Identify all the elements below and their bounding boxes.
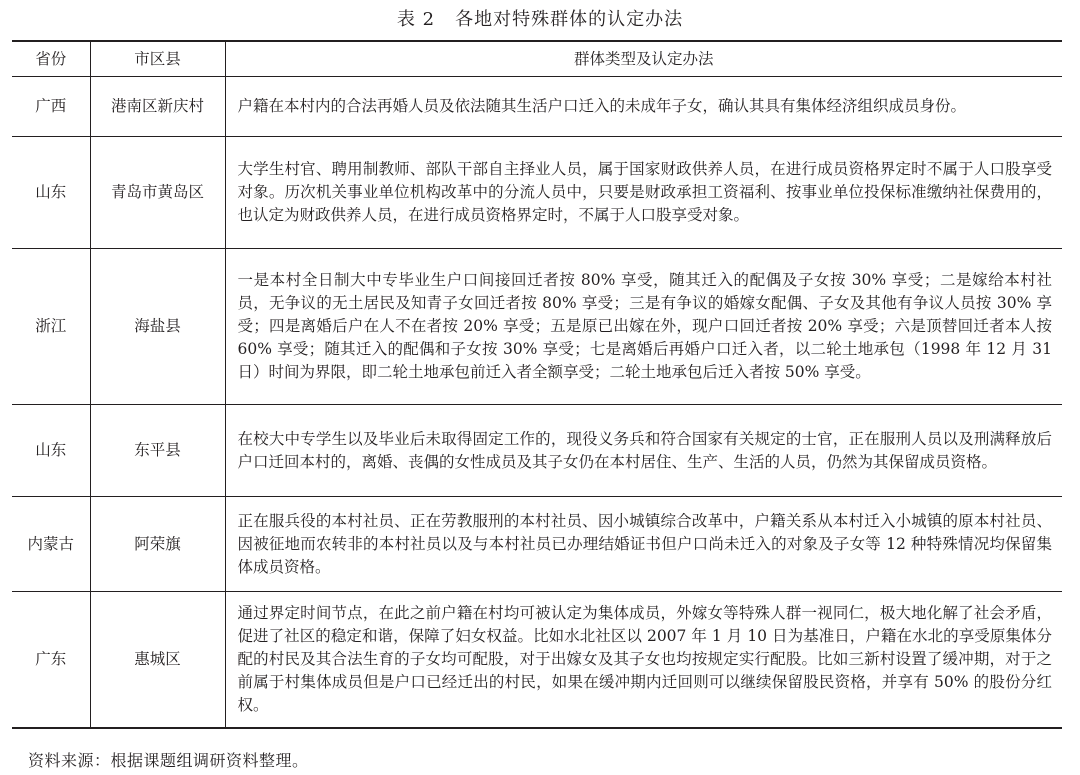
cell-city: 青岛市黄岛区	[90, 137, 225, 249]
cell-city: 港南区新庆村	[90, 77, 225, 137]
cell-province: 山东	[12, 137, 90, 249]
cell-method: 正在服兵役的本村社员、正在劳教服刑的本村社员、因小城镇综合改革中，户籍关系从本村迁入小城镇的原本村社员、因被征地而农转非的本村社员以及与本村社员已办理结婚证书但户口尚未迁入的对象及子女等 12 种特殊情况均保留集体成员资格。	[225, 497, 1062, 592]
table-row	[12, 137, 1062, 249]
table-number: 表 2	[396, 9, 436, 30]
cell-method: 大学生村官、聘用制教师、部队干部自主择业人员，属于国家财政供养人员，在进行成员资格界定时不属于人口股享受对象。历次机关事业单位机构改革中的分流人员中，只要是财政承担工资福利、按事业单位投保标准缴纳社保费用的，也认定为财政供养人员，在进行成员资格界定时，不属于人口股享受对象。	[225, 137, 1062, 249]
cell-method: 户籍在本村内的合法再婚人员及依法随其生活户口迁入的未成年子女，确认其具有集体经济组织成员身份。	[225, 77, 1062, 137]
table-row	[12, 497, 1062, 592]
cell-province: 广西	[12, 77, 90, 137]
cell-city: 东平县	[90, 405, 225, 497]
table-row	[12, 77, 1062, 137]
cell-method: 通过界定时间节点，在此之前户籍在村均可被认定为集体成员，外嫁女等特殊人群一视同仁，极大地化解了社会矛盾，促进了社区的稳定和谐，保障了妇女权益。比如水北社区以 2007 年 1 月 10 日为基准日，户籍在水北的享受原集体分配的村民及其合法生育的子女均可配股，对于出嫁女及其子女也均按规定实行配股。比如三新村设置了缓冲期，对于之前属于村集体成员但是户口已经迁出的村民，如果在缓冲期内迁回则可以继续保留股民资格，并享有 50% 的股份分红权。	[225, 592, 1062, 728]
cell-province: 广东	[12, 592, 90, 728]
table-row	[12, 249, 1062, 405]
source-note: 资料来源：根据课题组调研资料整理。	[28, 751, 309, 770]
cell-province: 山东	[12, 405, 90, 497]
table-caption	[0, 5, 1080, 31]
header-city: 市区县	[90, 41, 225, 77]
table-row	[12, 405, 1062, 497]
cell-method: 一是本村全日制大中专毕业生户口间接回迁者按 80% 享受，随其迁入的配偶及子女按 30% 享受；二是嫁给本村社员，无争议的无土居民及知青子女回迁者按 80% 享受；三是有争议的婚嫁女配偶、子女及其他有争议人员按 30% 享受；四是离婚后户在人不在者按 20% 享受；五是原已出嫁在外，现户口回迁者按 20% 享受；六是顶替回迁者本人按 60% 享受；随其迁入的配偶和子女按 30% 享受；七是离婚后再婚户口迁入者，以二轮土地承包（1998 年 12 月 31 日）时间为界限，即二轮土地承包前迁入者全额享受；二轮土地承包后迁入者按 50% 享受。	[225, 249, 1062, 405]
header-province: 省份	[12, 41, 90, 77]
table-title: 各地对特殊群体的认定办法	[455, 9, 684, 30]
header-method: 群体类型及认定办法	[225, 41, 1062, 77]
cell-city: 海盐县	[90, 249, 225, 405]
cell-method: 在校大中专学生以及毕业后未取得固定工作的，现役义务兵和符合国家有关规定的士官，正在服刑人员以及刑满释放后户口迁回本村的，离婚、丧偶的女性成员及其子女仍在本村居住、生产、生活的人员，仍然为其保留成员资格。	[225, 405, 1062, 497]
cell-city: 惠城区	[90, 592, 225, 728]
cell-city: 阿荣旗	[90, 497, 225, 592]
data-table	[12, 40, 1062, 729]
cell-province: 浙江	[12, 249, 90, 405]
header-row	[12, 41, 1062, 77]
cell-province: 内蒙古	[12, 497, 90, 592]
table-row	[12, 592, 1062, 728]
